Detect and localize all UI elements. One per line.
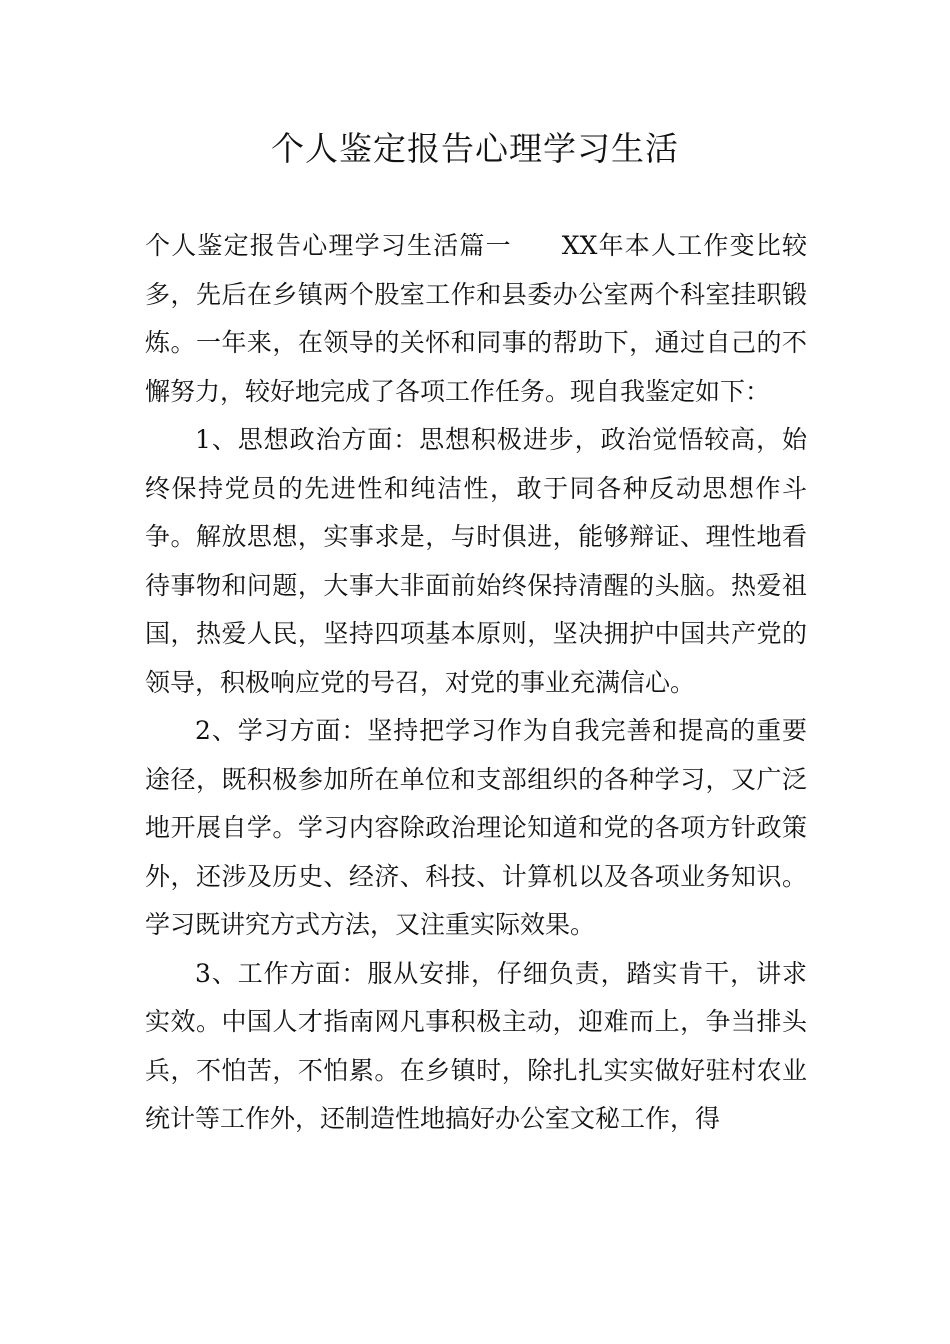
intro-text: XX年本人工作变比较多，先后在乡镇两个股室工作和县委办公室两个科室挂职锻炼。一年来，在领导的关怀和同事的帮助下，通过自己的不懈努力，较好地完成了各项工作任务。现自我鉴定如下：: [145, 231, 807, 406]
section-politics-paragraph: 1、思想政治方面：思想积极进步，政治觉悟较高，始终保持党员的先进性和纯洁性，敢于同各种反动思想作斗争。解放思想，实事求是，与时俱进，能够辩证、理性地看待事物和问题，大事大非面前始终保持清醒的头脑。热爱祖国，热爱人民，坚持四项基本原则，坚决拥护中国共产党的领导，积极响应党的号召，对党的事业充满信心。: [145, 425, 807, 697]
document-body: [145, 222, 807, 1144]
section-study-paragraph: 2、学习方面：坚持把学习作为自我完善和提高的重要途径，既积极参加所在单位和支部组织的各种学习，又广泛地开展自学。学习内容除政治理论知道和党的各项方针政策外，还涉及历史、经济、科技、计算机以及各项业务知识。学习既讲究方式方法，又注重实际效果。: [145, 716, 807, 939]
intro-paragraph: [145, 222, 807, 416]
document-title: 个人鉴定报告心理学习生活: [271, 129, 679, 168]
section-work-paragraph: 3、工作方面：服从安排，仔细负责，踏实肯干，讲求实效。中国人才指南网凡事积极主动，迎难而上，争当排头兵，不怕苦，不怕累。在乡镇时，除扎扎实实做好驻村农业统计等工作外，还制造性地搞好办公室文秘工作，得: [145, 958, 807, 1133]
intro-lead: 个人鉴定报告心理学习生活篇一: [145, 231, 512, 260]
